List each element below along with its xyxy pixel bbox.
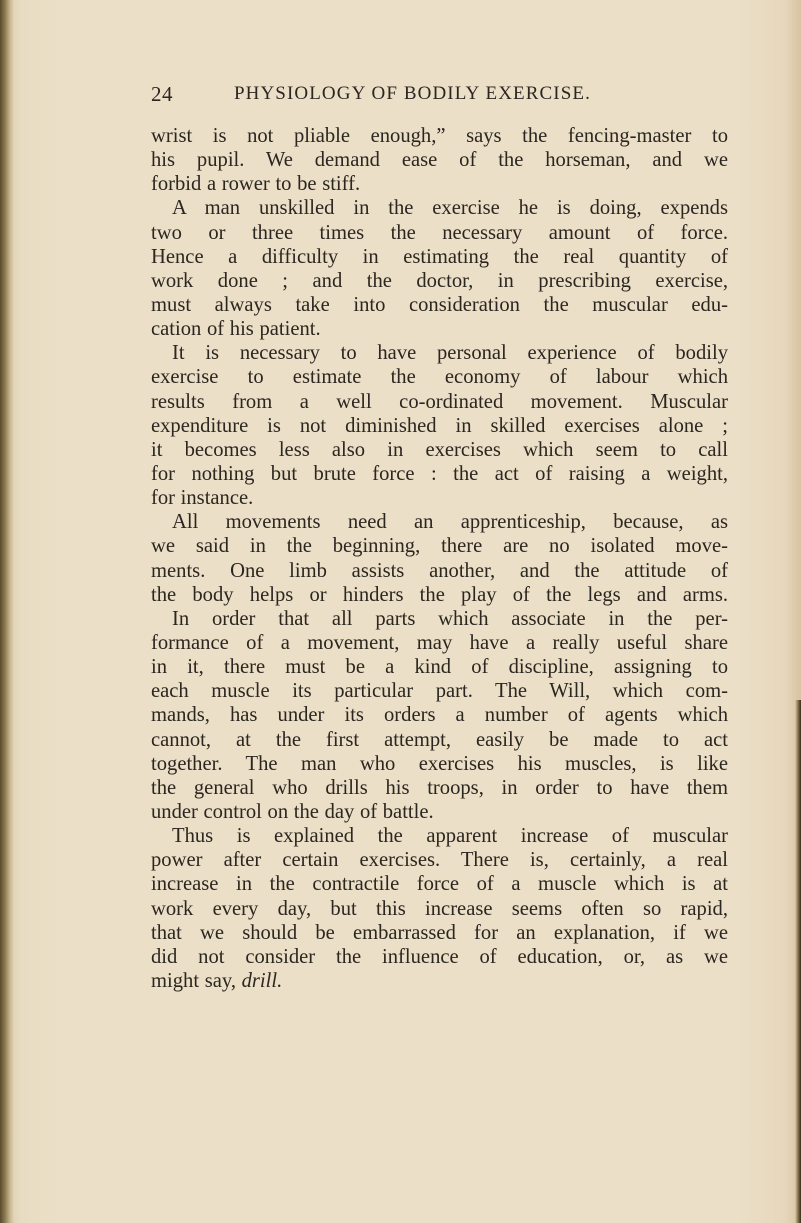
text-line: the body helps or hinders the play of the legs and arms. bbox=[151, 583, 728, 606]
text-line: All movements need an apprenticeship, because, as bbox=[172, 511, 728, 534]
italic-word-drill: drill. bbox=[241, 969, 283, 992]
text-line: each muscle its particular part. The Will, which com- bbox=[151, 680, 728, 703]
text-line: it becomes less also in exercises which seem to call bbox=[151, 438, 728, 461]
text-line: results from a well co-ordinated movement. Muscular bbox=[151, 390, 728, 413]
text-line: Hence a difficulty in estimating the real quantity of bbox=[151, 245, 728, 268]
running-title: PHYSIOLOGY OF BODILY EXERCISE. bbox=[234, 83, 591, 104]
text-line: cation of his patient. bbox=[151, 318, 321, 341]
text-line: in it, there must be a kind of discipline, assigning to bbox=[151, 656, 728, 679]
text-line: under control on the day of battle. bbox=[151, 800, 434, 823]
page-header bbox=[151, 82, 651, 108]
text-line: In order that all parts which associate in the per- bbox=[172, 607, 728, 630]
text-line: work done ; and the doctor, in prescribing exercise, bbox=[151, 269, 728, 292]
text-line: Thus is explained the apparent increase of muscular bbox=[172, 825, 728, 848]
text-line: for instance. bbox=[151, 487, 254, 510]
text-line: A man unskilled in the exercise he is doing, expends bbox=[172, 197, 728, 220]
text-line: together. The man who exercises his muscles, is like bbox=[151, 752, 728, 775]
text-line: mands, has under its orders a number of agents which bbox=[151, 704, 728, 727]
text-line: expenditure is not diminished in skilled exercises alone ; bbox=[151, 414, 728, 437]
text-line: cannot, at the first attempt, easily be made to act bbox=[151, 728, 728, 751]
text-line: It is necessary to have personal experience of bodily bbox=[172, 342, 728, 365]
page-binding-edge-right bbox=[795, 700, 801, 1223]
text-line: for nothing but brute force : the act of raising a weight, bbox=[151, 462, 728, 485]
page-number: 24 bbox=[151, 82, 173, 106]
text-line-final-roman: might say, bbox=[151, 969, 242, 992]
body-text bbox=[151, 124, 728, 993]
text-line: forbid a rower to be stiff. bbox=[151, 173, 361, 196]
text-line: formance of a movement, may have a really useful share bbox=[151, 631, 728, 654]
text-line: exercise to estimate the economy of labour which bbox=[151, 366, 728, 389]
text-line: did not consider the influence of education, or, as we bbox=[151, 945, 728, 968]
text-line: ments. One limb assists another, and the attitude of bbox=[151, 559, 728, 582]
text-line: two or three times the necessary amount of force. bbox=[151, 221, 728, 244]
text-line: wrist is not pliable enough,” says the fencing-master to bbox=[151, 125, 728, 147]
text-line: must always take into consideration the muscular edu- bbox=[151, 293, 728, 316]
text-line: we said in the beginning, there are no isolated move- bbox=[151, 535, 728, 558]
text-line: the general who drills his troops, in order to have them bbox=[151, 776, 728, 799]
text-line: work every day, but this increase seems often so rapid, bbox=[151, 897, 728, 920]
text-line: his pupil. We demand ease of the horseman, and we bbox=[151, 149, 728, 172]
page-binding-edge-left bbox=[0, 0, 14, 1223]
text-line: power after certain exercises. There is, certainly, a real bbox=[151, 849, 728, 872]
text-line: increase in the contractile force of a muscle which is at bbox=[151, 873, 728, 896]
text-line-final bbox=[151, 969, 728, 993]
text-line: that we should be embarrassed for an explanation, if we bbox=[151, 921, 728, 944]
